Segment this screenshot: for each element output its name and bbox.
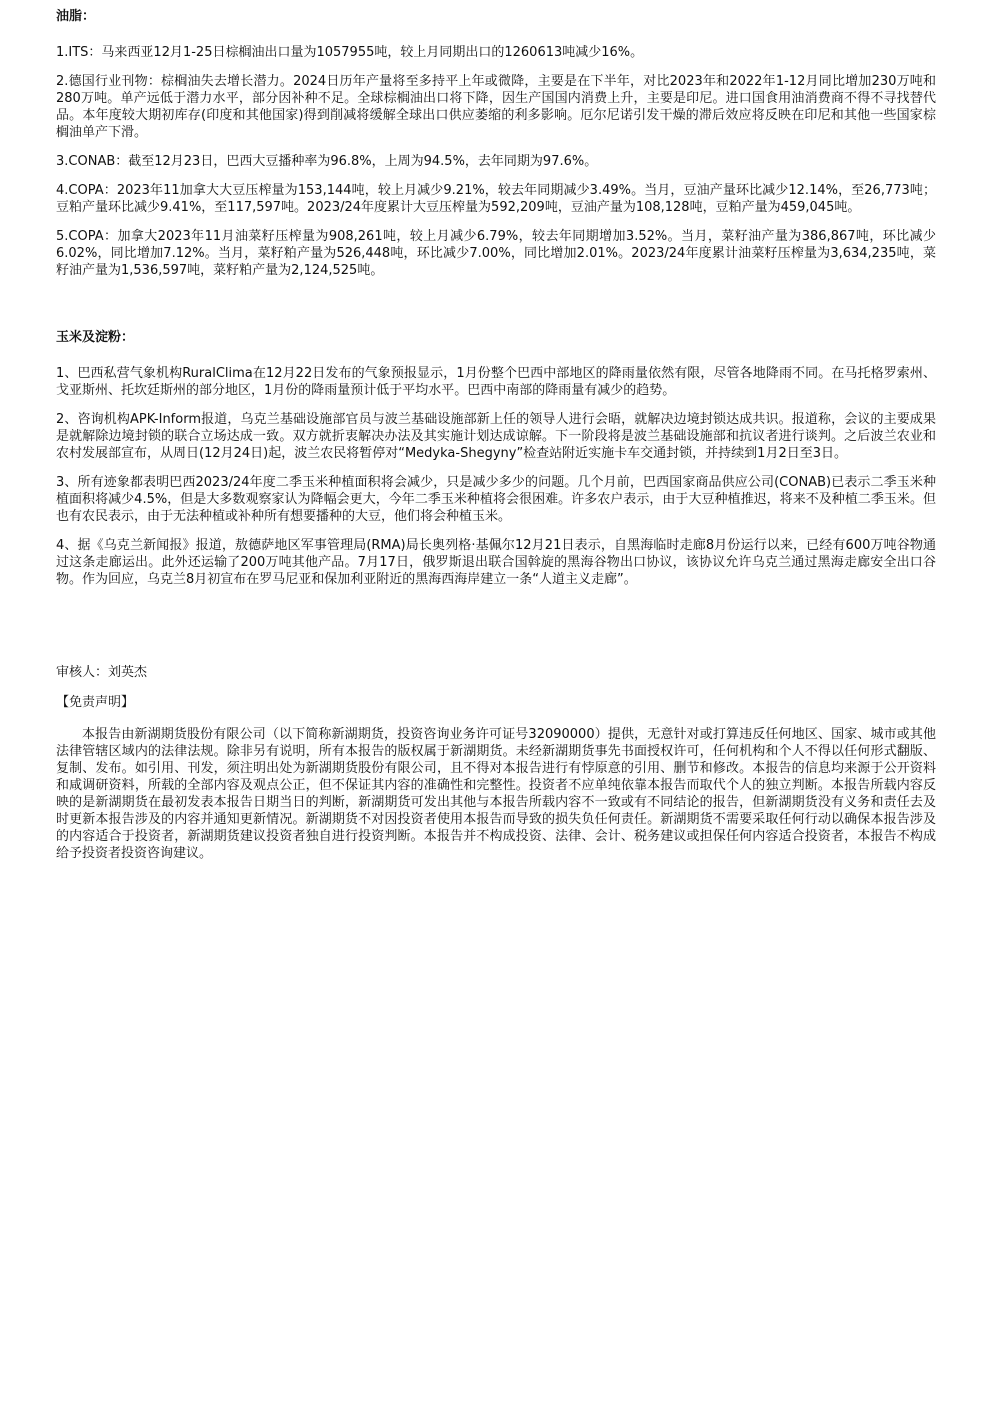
oil-item-2: 2.德国行业刊物：棕榈油失去增长潜力。2024日历年产量将至多持平上年或微降，主要是在下半年，对比2023年和2022年1-12月同比增加230万吨和280万吨。单产远低于潜力水平，部分因补种不足。全球棕榈油出口将下降，因生产国国内消费上升，主要是印尼。进口国食用油消费商不得不寻找替代品。本年度较大期初库存(印度和其他国家)得到削减将缓解全球出口供应萎缩的利多影响。厄尔尼诺引发干燥的滞后效应将反映在印尼和其他一些国家棕榈油单产下滑。 [56, 74, 936, 140]
oil-section [56, 8, 936, 279]
disclaimer-body: 本报告由新湖期货股份有限公司（以下简称新湖期货，投资咨询业务许可证号32090000）提供，无意针对或打算违反任何地区、国家、城市或其他法律管辖区域内的法律法规。除非另有说明，所有本报告的版权属于新湖期货。未经新湖期货事先书面授权许可，任何机构和个人不得以任何形式翻版、复制、发布。如引用、刊发，须注明出处为新湖期货股份有限公司，且不得对本报告进行有悖原意的引用、删节和修改。本报告的信息均来源于公开资料和咸调研资料，所载的全部内容及观点公正，但不保证其内容的准确性和完整性。投资者不应单纯依靠本报告而取代个人的独立判断。本报告所载内容反映的是新湖期货在最初发表本报告日期当日的判断，新湖期货可发出其他与本报告所载内容不一致或有不同结论的报告，但新湖期货没有义务和责任去及时更新本报告涉及的内容并通知更新情况。新湖期货不对因投资者使用本报告而导致的损失负任何责任。新湖期货不需要采取任何行动以确保本报告涉及的内容适合于投资者，新湖期货建议投资者独自进行投资判断。本报告并不构成投资、法律、会计、税务建议或担保任何内容适合投资者，本报告不构成给予投资者投资咨询建议。 [56, 727, 936, 861]
oil-item-3: 3.CONAB：截至12月23日，巴西大豆播种率为96.8%，上周为94.5%，去年同期为97.6%。 [56, 154, 598, 169]
section-spacer [56, 600, 936, 664]
oil-heading: 油脂： [56, 9, 96, 24]
corn-heading: 玉米及淀粉： [56, 330, 135, 345]
corn-item-2: 2、咨询机构APK-Inform报道，乌克兰基础设施部官员与波兰基础设施部新上任的领导人进行会晤，就解决边境封锁达成共识。报道称，会议的主要成果是就解除边境封锁的联合立场达成一致。双方就折衷解决办法及其实施计划达成谅解。下一阶段将是波兰基础设施部和抗议者进行谈判。之后波兰农业和农村发展部宣布，从周日(12月24日)起，波兰农民将暂停对“Medyka-Shegyny”检查站附近实施卡车交通封锁，并持续到1月2日至3日。 [56, 412, 936, 461]
section-spacer [56, 291, 936, 329]
reviewer-line: 审核人：刘英杰 [56, 665, 148, 680]
disclaimer-title: 【免责声明】 [56, 695, 135, 710]
corn-item-3: 3、所有迹象都表明巴西2023/24年度二季玉米种植面积将会减少，只是减少多少的问题。几个月前，巴西国家商品供应公司(CONAB)已表示二季玉米种植面积将减少4.5%，但是大多数观察家认为降幅会更大，今年二季玉米种植将会很困难。许多农户表示，由于大豆种植推迟，将来不及种植二季玉米。但也有农民表示，由于无法种植或补种所有想要播种的大豆，他们将会种植玉米。 [56, 475, 936, 524]
oil-item-1: 1.ITS：马来西亚12月1-25日棕榈油出口量为1057955吨，较上月同期出口的1260613吨减少16%。 [56, 45, 644, 60]
oil-item-4: 4.COPA：2023年11加拿大大豆压榨量为153,144吨，较上月减少9.21%，较去年同期减少3.49%。当月，豆油产量环比减少12.14%，至26,773吨；豆粕产量环比减少9.41%，至117,597吨。2023/24年度累计大豆压榨量为592,209吨，豆油产量为108,128吨，豆粕产量为459,045吨。 [56, 183, 936, 215]
document-content [56, 8, 936, 862]
oil-item-5: 5.COPA：加拿大2023年11月油菜籽压榨量为908,261吨，较上月减少6.79%，较去年同期增加3.52%。当月，菜籽油产量为386,867吨，环比减少6.02%，同比增加7.12%。当月，菜籽粕产量为526,448吨，环比减少7.00%，同比增加2.01%。2023/24年度累计油菜籽压榨量为3,634,235吨，菜籽油产量为1,536,597吨，菜籽粕产量为2,124,525吨。 [56, 229, 936, 278]
corn-item-1: 1、巴西私营气象机构RuralClima在12月22日发布的气象预报显示，1月份整个巴西中部地区的降雨量依然有限，尽管各地降雨不同。在马托格罗索州、戈亚斯州、托坎廷斯州的部分地区，1月份的降雨量预计低于平均水平。巴西中南部的降雨量有减少的趋势。 [56, 366, 936, 398]
disclaimer-section [56, 694, 936, 862]
corn-item-4: 4、据《乌克兰新闻报》报道，敖德萨地区军事管理局(RMA)局长奥列格·基佩尔12月21日表示，自黑海临时走廊8月份运行以来，已经有600万吨谷物通过这条走廊运出。此外还运输了200万吨其他产品。7月17日，俄罗斯退出联合国斡旋的黑海谷物出口协议，该协议允许乌克兰通过黑海走廊安全出口谷物。作为回应，乌克兰8月初宣布在罗马尼亚和保加利亚附近的黑海西海岸建立一条“人道主义走廊”。 [56, 538, 936, 587]
corn-section [56, 329, 936, 588]
